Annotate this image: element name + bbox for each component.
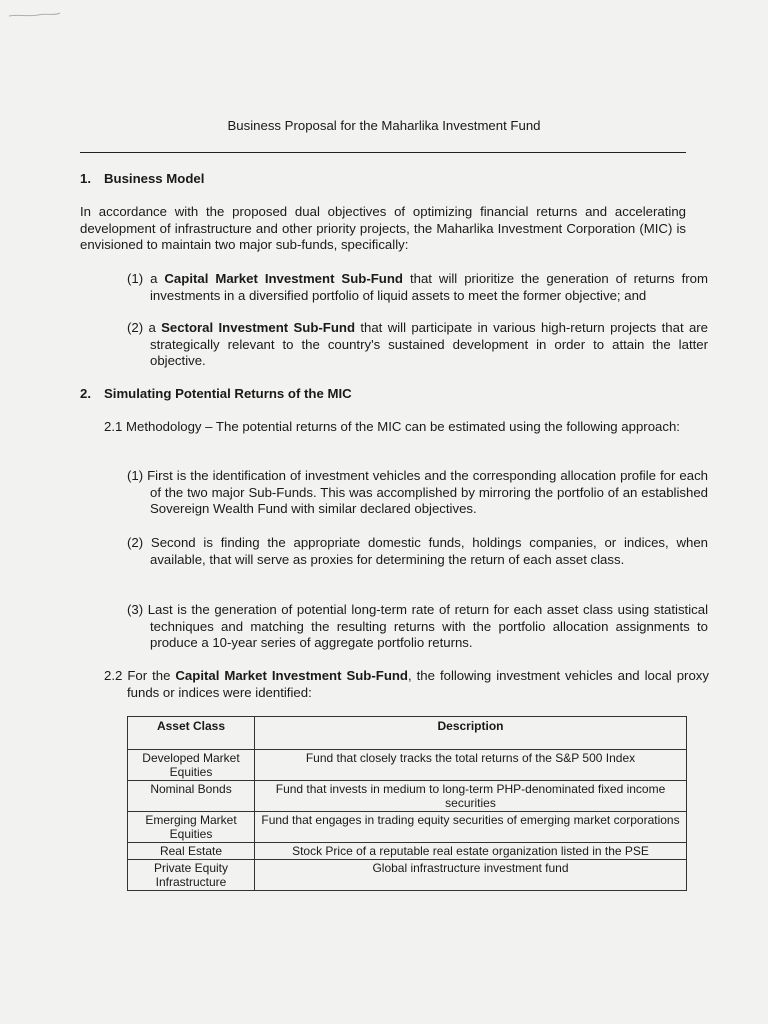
asset-class-table (127, 716, 687, 891)
subfund-item-2 (127, 320, 708, 370)
title-underline (80, 152, 686, 153)
item-text: that will prioritize the generation of returns from investments in a diversified portfolio of liquid assets to meet the former objective; and (150, 271, 708, 303)
intro-suffix: , the following investment vehicles and local proxy funds or indices were identified: (127, 668, 709, 700)
table-row (128, 781, 687, 812)
item-marker: (2) a (127, 320, 162, 335)
table-row (128, 750, 687, 781)
section-2-heading (80, 386, 352, 403)
asset-class-cell: Nominal Bonds (128, 781, 255, 812)
item-text: that will participate in various high-return projects that are strategically relevant to the country's sustained development in order to attain the latter objective. (150, 320, 709, 368)
item-marker: (1) a (127, 271, 165, 286)
intro-prefix: 2.2 For the (104, 668, 176, 683)
item-bold-term: Capital Market Investment Sub-Fund (164, 271, 403, 286)
section-1-heading (80, 171, 204, 188)
column-header-asset-class: Asset Class (128, 717, 255, 750)
intro-bold-term: Capital Market Investment Sub-Fund (175, 668, 408, 683)
section-1-number: 1. (80, 171, 91, 186)
subfund-item-1 (127, 271, 708, 304)
asset-class-cell: Real Estate (128, 843, 255, 860)
asset-class-cell: Emerging Market Equities (128, 812, 255, 843)
methodology-paragraph: 2.1 Methodology – The potential returns of the MIC can be estimated using the following approach: (104, 419, 680, 434)
method-step-3: (3) Last is the generation of potential long-term rate of return for each asset class using statistical techniques and matching the resulting returns with the portfolio allocation assignments to produce a 10-year series of aggregate portfolio returns. (127, 602, 708, 650)
section-1-title: Business Model (104, 171, 205, 186)
method-step-2: (2) Second is finding the appropriate domestic funds, holdings companies, or indices, when available, that will serve as proxies for determining the return of each asset class. (127, 535, 708, 567)
description-cell: Fund that invests in medium to long-term PHP-denominated fixed income securities (255, 781, 687, 812)
section-1-intro: In accordance with the proposed dual objectives of optimizing financial returns and accelerating development of infrastructure and other priority projects, the Maharlika Investment Corporation (MIC) is envisioned to maintain two major sub-funds, specifically: (80, 204, 686, 252)
table-row (128, 860, 687, 891)
table-row (128, 812, 687, 843)
asset-class-cell: Developed Market Equities (128, 750, 255, 781)
table-header-row (128, 717, 687, 750)
description-cell: Fund that closely tracks the total returns of the S&P 500 Index (255, 750, 687, 781)
description-cell: Global infrastructure investment fund (255, 860, 687, 891)
document-title: Business Proposal for the Maharlika Investment Fund (227, 118, 541, 133)
capital-market-intro (104, 668, 709, 701)
scan-artifact-mark (8, 10, 62, 20)
description-cell: Stock Price of a reputable real estate organization listed in the PSE (255, 843, 687, 860)
asset-class-cell: Private Equity Infrastructure (128, 860, 255, 891)
method-step-1: (1) First is the identification of investment vehicles and the corresponding allocation profile for each of the two major Sub-Funds. This was accomplished by mirroring the portfolio of an established Sovereign Wealth Fund with similar declared objectives. (127, 468, 708, 516)
item-bold-term: Sectoral Investment Sub-Fund (161, 320, 356, 335)
section-2-number: 2. (80, 386, 91, 401)
description-cell: Fund that engages in trading equity securities of emerging market corporations (255, 812, 687, 843)
column-header-description: Description (255, 717, 687, 750)
table-row (128, 843, 687, 860)
section-2-title: Simulating Potential Returns of the MIC (104, 386, 352, 401)
